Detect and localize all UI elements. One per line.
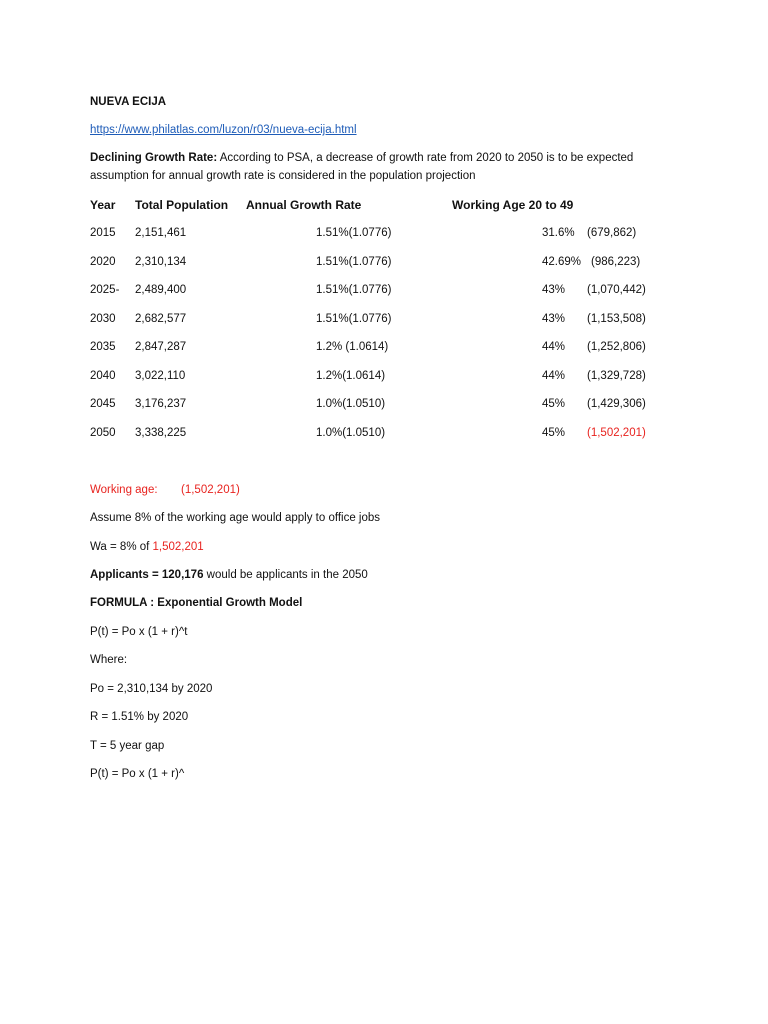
wa-prefix: Wa = 8% of <box>90 541 153 553</box>
intro-text: According to PSA, a decrease of growth rate from 2020 to 2050 is to be expected assumption for annual growth rate is considered in the population projection <box>90 152 634 182</box>
t-definition: T = 5 year gap <box>90 740 165 752</box>
row-population: 2,682,577 <box>135 313 187 325</box>
row-growth: 1.2% (1.0614) <box>316 341 389 353</box>
applicants-line <box>90 567 368 583</box>
row-year: 2025- <box>90 284 120 296</box>
row-working-count: (1,070,442) <box>587 284 646 296</box>
row-growth: 1.51%(1.0776) <box>316 284 392 296</box>
row-working-count: (1,252,806) <box>587 341 646 353</box>
row-working-count: (679,862) <box>587 227 637 239</box>
po-definition: Po = 2,310,134 by 2020 <box>90 683 213 695</box>
header-total-population: Total Population <box>135 198 229 212</box>
row-growth: 1.2%(1.0614) <box>316 370 386 382</box>
source-link[interactable]: https://www.philatlas.com/luzon/r03/nueva-ecija.html <box>90 124 357 136</box>
row-year: 2050 <box>90 427 116 439</box>
row-working-count: (986,223) <box>591 256 641 268</box>
row-growth: 1.51%(1.0776) <box>316 256 392 268</box>
intro-paragraph <box>90 149 650 185</box>
row-year: 2045 <box>90 398 116 410</box>
row-population: 3,176,237 <box>135 398 187 410</box>
row-year: 2035 <box>90 341 116 353</box>
row-working-pct: 45% <box>542 427 566 439</box>
applicants-text: would be applicants in the 2050 <box>203 569 368 581</box>
row-population: 2,847,287 <box>135 341 187 353</box>
row-working-count: (1,153,508) <box>587 313 646 325</box>
applicants-count: Applicants = 120,176 <box>90 569 204 581</box>
row-population: 3,022,110 <box>135 370 186 382</box>
row-population: 2,489,400 <box>135 284 187 296</box>
formula: P(t) = Po x (1 + r)^t <box>90 626 188 638</box>
r-definition: R = 1.51% by 2020 <box>90 711 189 723</box>
working-age-label: Working age: <box>90 484 158 496</box>
row-growth: 1.51%(1.0776) <box>316 313 392 325</box>
row-working-pct: 31.6% <box>542 227 575 239</box>
row-year: 2015 <box>90 227 116 239</box>
where-label: Where: <box>90 654 128 666</box>
assumption-text: Assume 8% of the working age would apply to office jobs <box>90 512 381 524</box>
document-title: NUEVA ECIJA <box>90 96 167 108</box>
formula-title: FORMULA : Exponential Growth Model <box>90 597 303 609</box>
row-working-pct: 45% <box>542 398 566 410</box>
header-annual-growth-rate: Annual Growth Rate <box>246 198 362 212</box>
wa-value: 1,502,201 <box>152 541 204 553</box>
row-population: 2,310,134 <box>135 256 187 268</box>
row-working-count: (1,329,728) <box>587 370 646 382</box>
working-age-value: (1,502,201) <box>181 484 240 496</box>
wa-line <box>90 539 204 555</box>
header-working-age: Working Age 20 to 49 <box>452 198 574 212</box>
row-growth: 1.0%(1.0510) <box>316 398 386 410</box>
row-working-pct: 43% <box>542 313 566 325</box>
row-working-pct: 44% <box>542 341 566 353</box>
row-population: 3,338,225 <box>135 427 187 439</box>
row-year: 2030 <box>90 313 116 325</box>
row-growth: 1.0%(1.0510) <box>316 427 386 439</box>
row-year: 2020 <box>90 256 116 268</box>
row-working-pct: 42.69% <box>542 256 582 268</box>
row-working-count: (1,429,306) <box>587 398 646 410</box>
row-working-count-highlight: (1,502,201) <box>587 427 646 439</box>
intro-heading: Declining Growth Rate: <box>90 152 218 164</box>
formula-incomplete: P(t) = Po x (1 + r)^ <box>90 768 185 780</box>
row-growth: 1.51%(1.0776) <box>316 227 392 239</box>
row-year: 2040 <box>90 370 116 382</box>
header-year: Year <box>90 198 116 212</box>
row-population: 2,151,461 <box>135 227 187 239</box>
row-working-pct: 44% <box>542 370 566 382</box>
row-working-pct: 43% <box>542 284 566 296</box>
